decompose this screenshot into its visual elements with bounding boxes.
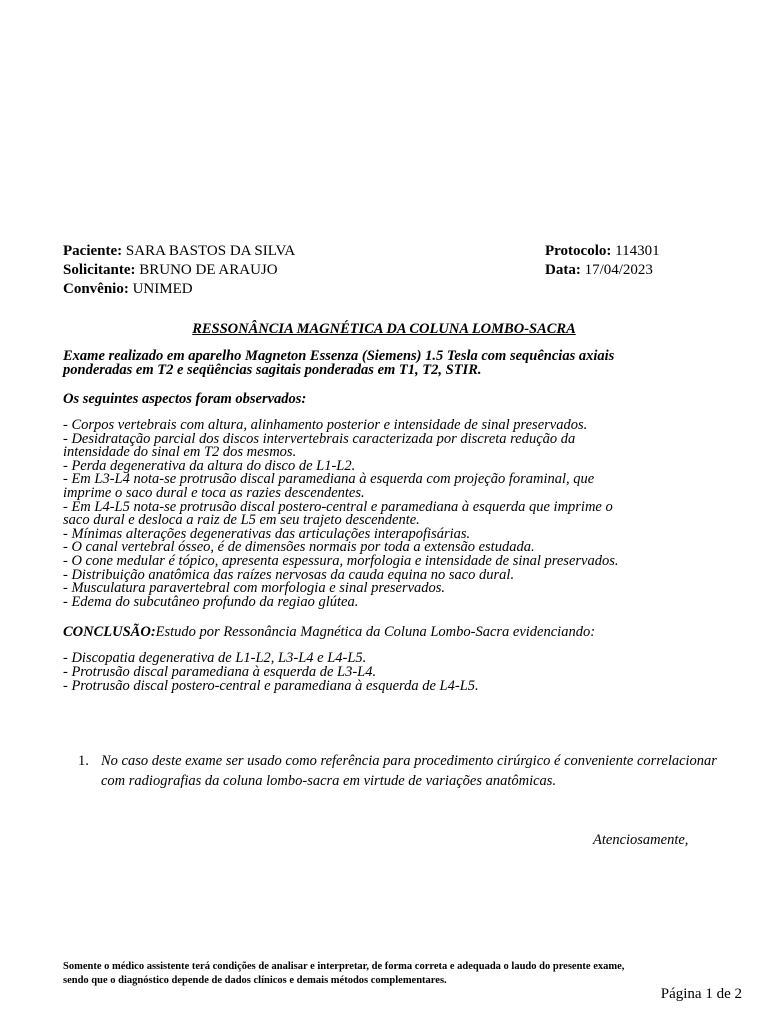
finding-line: - Em L4-L5 nota-se protrusão discal postero-central e paramediana à esquerda que imprime o xyxy=(63,498,613,515)
date-label: Data: xyxy=(545,262,581,278)
finding-line: - O cone medular é tópico, apresenta espessura, morfologia e intensidade de sinal preservados. xyxy=(63,552,619,569)
finding-line: - O canal vertebral ósseo, é de dimensões normais por toda a extensão estudada. xyxy=(63,539,535,556)
conclusion-item: - Discopatia degenerativa de L1-L2, L3-L4 e L4-L5. xyxy=(63,650,367,666)
finding-line: - Edema do subcutâneo profundo da regiao glútea. xyxy=(63,593,359,610)
conclusion-line xyxy=(63,624,595,641)
finding-line: - Distribuição anatômica das raízes nervosas da cauda equina no saco dural. xyxy=(63,566,515,583)
protocol-number: 114301 xyxy=(615,243,660,259)
technique-line: Exame realizado em aparelho Magneton Essenza (Siemens) 1.5 Tesla com sequências axiais xyxy=(63,348,615,364)
disclaimer-line: sendo que o diagnóstico depende de dados clínicos e demais métodos complementares. xyxy=(63,975,447,986)
requester-name: BRUNO DE ARAUJO xyxy=(139,262,278,278)
disclaimer-line: Somente o médico assistente terá condições de analisar e interpretar, de forma correta e adequada o laudo do presente exame, xyxy=(63,961,625,972)
patient-name: SARA BASTOS DA SILVA xyxy=(125,243,296,259)
report-title: RESSONÂNCIA MAGNÉTICA DA COLUNA LOMBO-SACRA xyxy=(192,321,576,337)
conclusion-intro: Estudo por Ressonância Magnética da Coluna Lombo-Sacra evidenciando: xyxy=(155,624,596,640)
footer-disclaimer xyxy=(63,960,713,988)
protocol-line xyxy=(545,241,660,261)
note-number: 1. xyxy=(78,753,89,769)
technique-line: ponderadas em T2 e seqüências sagitais ponderadas em T1, T2, STIR. xyxy=(63,362,482,378)
finding-line: intensidade do sinal em T2 dos mesmos. xyxy=(63,444,297,461)
conclusion-item: - Protrusão discal postero-central e paramediana à esquerda de L4-L5. xyxy=(63,678,479,694)
exam-date: 17/04/2023 xyxy=(584,262,653,278)
requester-line xyxy=(63,260,278,280)
patient-label: Paciente: xyxy=(63,243,123,259)
insurance-name: UNIMED xyxy=(132,281,193,297)
protocol-label: Protocolo: xyxy=(545,243,612,259)
conclusion-list xyxy=(63,651,479,693)
signoff: Atenciosamente, xyxy=(593,832,689,848)
finding-line: imprime o saco dural e toca as razies descendentes. xyxy=(63,484,365,501)
finding-line: - Desidratação parcial dos discos intervertebrais caracterizada por discreta redução da xyxy=(63,430,576,447)
conclusion-item: - Protrusão discal paramediana à esquerda de L3-L4. xyxy=(63,664,377,680)
requester-label: Solicitante: xyxy=(63,262,136,278)
findings-list xyxy=(63,419,713,609)
findings-heading: Os seguintes aspectos foram observados: xyxy=(63,391,307,407)
note-text: No caso deste exame ser usado como referência para procedimento cirúrgico é conveniente correlacionar com radiografias da coluna lombo-sacra em virtude de variações anatômicas. xyxy=(101,753,717,789)
finding-line: - Em L3-L4 nota-se protrusão discal paramediana à esquerda com projeção foraminal, que xyxy=(63,471,595,488)
page-number: Página 1 de 2 xyxy=(660,986,742,1002)
conclusion-label: CONCLUSÃO: xyxy=(63,624,156,640)
numbered-note xyxy=(78,751,718,791)
insurance-line xyxy=(63,279,193,299)
finding-line: - Musculatura paravertebral com morfologia e sinal preservados. xyxy=(63,580,446,597)
insurance-label: Convênio: xyxy=(63,281,129,297)
finding-line: - Perda degenerativa da altura do disco de L1-L2. xyxy=(63,457,356,474)
finding-line: saco dural e desloca a raiz de L5 em seu trajeto descendente. xyxy=(63,512,420,529)
finding-line: - Corpos vertebrais com altura, alinhamento posterior e intensidade de sinal preservados. xyxy=(63,417,588,433)
date-line xyxy=(545,260,653,280)
patient-line xyxy=(63,241,295,261)
finding-line: - Mínimas alterações degenerativas das articulações interapofisárias. xyxy=(63,525,471,542)
technique-paragraph xyxy=(63,349,713,377)
